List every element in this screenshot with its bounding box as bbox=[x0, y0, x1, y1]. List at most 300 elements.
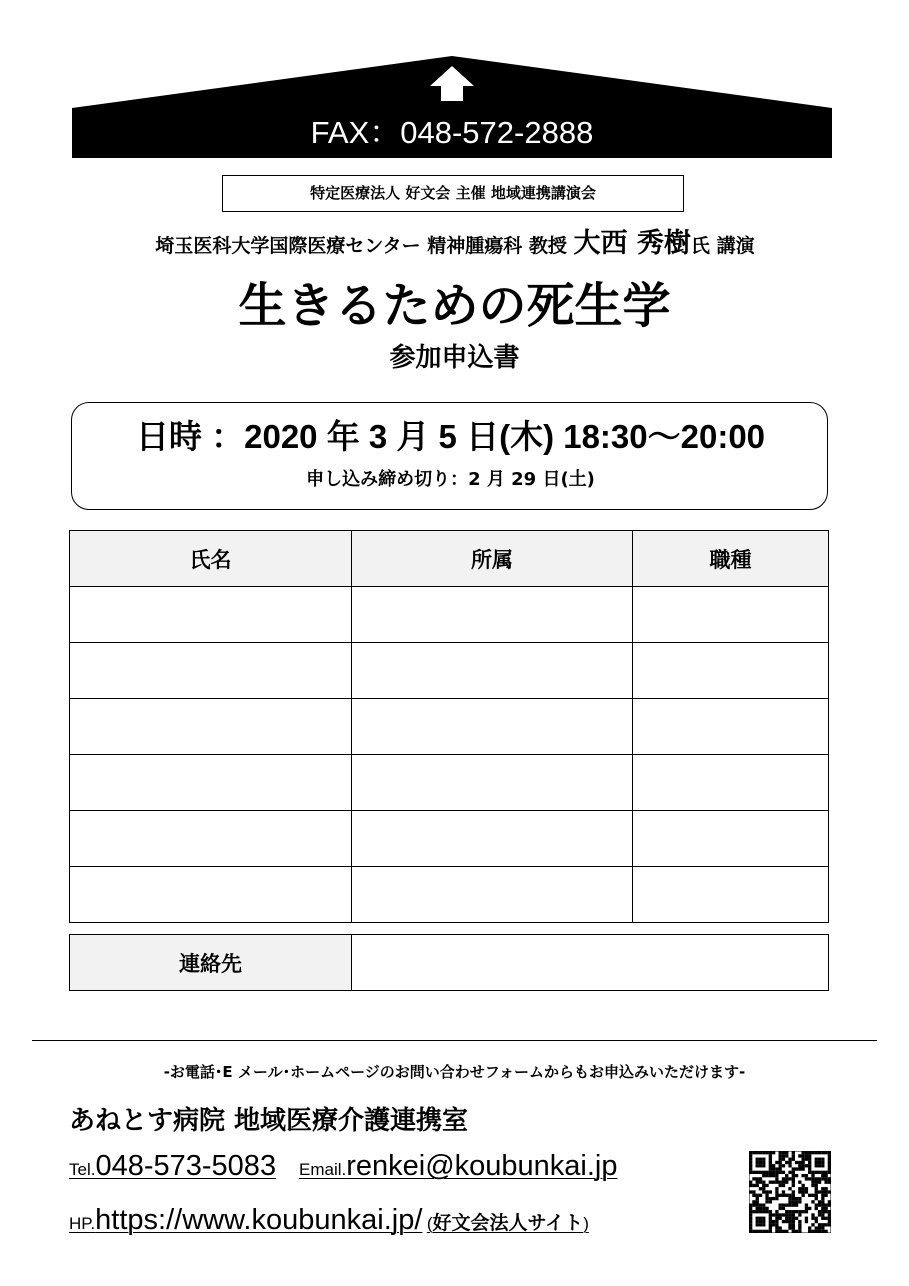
qr-module bbox=[805, 1203, 808, 1206]
qr-module bbox=[749, 1223, 752, 1226]
qr-module bbox=[762, 1223, 765, 1226]
qr-module bbox=[779, 1151, 782, 1154]
qr-module bbox=[811, 1213, 814, 1216]
table-row bbox=[70, 867, 829, 923]
qr-module bbox=[818, 1226, 821, 1229]
qr-module bbox=[782, 1154, 785, 1157]
occupation-cell[interactable] bbox=[633, 755, 829, 811]
qr-module bbox=[788, 1161, 791, 1164]
qr-module bbox=[772, 1181, 775, 1184]
qr-module bbox=[792, 1177, 795, 1180]
qr-module bbox=[775, 1213, 778, 1216]
qr-module bbox=[779, 1164, 782, 1167]
qr-module bbox=[828, 1164, 831, 1167]
qr-module bbox=[756, 1151, 759, 1154]
qr-module bbox=[824, 1223, 827, 1226]
qr-module bbox=[765, 1151, 768, 1154]
occupation-cell[interactable] bbox=[633, 867, 829, 923]
qr-module bbox=[824, 1187, 827, 1190]
qr-module bbox=[815, 1158, 818, 1161]
qr-module bbox=[762, 1203, 765, 1206]
qr-module bbox=[792, 1203, 795, 1206]
qr-module bbox=[828, 1210, 831, 1213]
qr-module bbox=[762, 1217, 765, 1220]
qr-module bbox=[775, 1181, 778, 1184]
qr-module bbox=[779, 1181, 782, 1184]
qr-module bbox=[785, 1161, 788, 1164]
qr-module bbox=[815, 1151, 818, 1154]
qr-module bbox=[769, 1171, 772, 1174]
qr-module bbox=[749, 1158, 752, 1161]
qr-module bbox=[818, 1161, 821, 1164]
name-cell[interactable] bbox=[70, 755, 352, 811]
qr-module bbox=[792, 1197, 795, 1200]
qr-module bbox=[782, 1171, 785, 1174]
qr-module bbox=[759, 1181, 762, 1184]
qr-module bbox=[772, 1197, 775, 1200]
qr-module bbox=[752, 1200, 755, 1203]
qr-module bbox=[762, 1187, 765, 1190]
qr-module bbox=[782, 1207, 785, 1210]
qr-module bbox=[808, 1177, 811, 1180]
qr-module bbox=[795, 1203, 798, 1206]
qr-module bbox=[808, 1194, 811, 1197]
qr-module bbox=[795, 1161, 798, 1164]
qr-module bbox=[772, 1223, 775, 1226]
qr-module bbox=[785, 1181, 788, 1184]
qr-module bbox=[762, 1158, 765, 1161]
qr-module bbox=[782, 1230, 785, 1233]
affiliation-cell[interactable] bbox=[352, 699, 633, 755]
table-row bbox=[70, 643, 829, 699]
qr-module bbox=[769, 1164, 772, 1167]
qr-module bbox=[782, 1151, 785, 1154]
header-affiliation: 所属 bbox=[352, 531, 633, 587]
contact-label: 連絡先 bbox=[70, 935, 352, 991]
lecturer-affiliation: 埼玉医科大学国際医療センター 精神腫瘍科 教授 bbox=[155, 235, 567, 257]
qr-module bbox=[818, 1230, 821, 1233]
qr-module bbox=[749, 1217, 752, 1220]
qr-module bbox=[815, 1207, 818, 1210]
qr-module bbox=[792, 1217, 795, 1220]
qr-module bbox=[808, 1171, 811, 1174]
qr-module bbox=[769, 1190, 772, 1193]
table-row bbox=[70, 755, 829, 811]
qr-module bbox=[798, 1213, 801, 1216]
qr-module bbox=[821, 1174, 824, 1177]
qr-module bbox=[801, 1161, 804, 1164]
qr-module bbox=[759, 1164, 762, 1167]
qr-module bbox=[749, 1171, 752, 1174]
qr-module bbox=[756, 1230, 759, 1233]
qr-module bbox=[759, 1223, 762, 1226]
qr-module bbox=[775, 1161, 778, 1164]
qr-module bbox=[785, 1151, 788, 1154]
qr-module bbox=[798, 1190, 801, 1193]
qr-module bbox=[805, 1217, 808, 1220]
qr-module bbox=[782, 1164, 785, 1167]
qr-module bbox=[818, 1177, 821, 1180]
qr-module bbox=[798, 1226, 801, 1229]
qr-module bbox=[779, 1213, 782, 1216]
qr-module bbox=[815, 1177, 818, 1180]
qr-module bbox=[795, 1200, 798, 1203]
qr-module bbox=[821, 1164, 824, 1167]
qr-module bbox=[782, 1190, 785, 1193]
qr-module bbox=[788, 1223, 791, 1226]
host-banner: 特定医療法人 好文会 主催 地域連携講演会 bbox=[222, 175, 684, 212]
qr-module bbox=[788, 1226, 791, 1229]
qr-module bbox=[828, 1177, 831, 1180]
occupation-cell[interactable] bbox=[633, 643, 829, 699]
qr-module bbox=[824, 1207, 827, 1210]
qr-module bbox=[785, 1174, 788, 1177]
affiliation-cell[interactable] bbox=[352, 811, 633, 867]
qr-module bbox=[752, 1151, 755, 1154]
qr-module bbox=[779, 1230, 782, 1233]
qr-module bbox=[821, 1177, 824, 1180]
qr-module bbox=[792, 1167, 795, 1170]
qr-module bbox=[815, 1164, 818, 1167]
qr-module bbox=[811, 1230, 814, 1233]
qr-module bbox=[779, 1217, 782, 1220]
qr-module bbox=[811, 1223, 814, 1226]
qr-module bbox=[815, 1197, 818, 1200]
qr-module bbox=[801, 1210, 804, 1213]
qr-module bbox=[749, 1203, 752, 1206]
qr-module bbox=[792, 1220, 795, 1223]
qr-module bbox=[821, 1151, 824, 1154]
qr-module bbox=[779, 1207, 782, 1210]
qr-module bbox=[815, 1190, 818, 1193]
qr-module bbox=[785, 1177, 788, 1180]
qr-module bbox=[769, 1217, 772, 1220]
qr-module bbox=[821, 1194, 824, 1197]
qr-module bbox=[828, 1181, 831, 1184]
qr-module bbox=[785, 1217, 788, 1220]
qr-module bbox=[828, 1154, 831, 1157]
qr-module bbox=[775, 1197, 778, 1200]
table-row bbox=[70, 587, 829, 643]
qr-module bbox=[769, 1210, 772, 1213]
qr-module bbox=[759, 1158, 762, 1161]
qr-module bbox=[815, 1203, 818, 1206]
contact-row bbox=[70, 935, 829, 991]
name-cell[interactable] bbox=[70, 867, 352, 923]
qr-module bbox=[756, 1164, 759, 1167]
qr-module bbox=[805, 1174, 808, 1177]
occupation-cell[interactable] bbox=[633, 699, 829, 755]
qr-module bbox=[759, 1151, 762, 1154]
qr-module bbox=[769, 1151, 772, 1154]
qr-module bbox=[818, 1203, 821, 1206]
qr-module bbox=[828, 1190, 831, 1193]
qr-module bbox=[759, 1207, 762, 1210]
qr-module bbox=[801, 1190, 804, 1193]
qr-module bbox=[811, 1194, 814, 1197]
table-row bbox=[70, 699, 829, 755]
qr-module bbox=[749, 1184, 752, 1187]
qr-module bbox=[769, 1213, 772, 1216]
name-cell[interactable] bbox=[70, 587, 352, 643]
qr-module bbox=[769, 1197, 772, 1200]
qr-module bbox=[769, 1167, 772, 1170]
qr-module bbox=[821, 1213, 824, 1216]
qr-module bbox=[805, 1220, 808, 1223]
qr-module bbox=[815, 1184, 818, 1187]
qr-module bbox=[782, 1220, 785, 1223]
qr-module bbox=[779, 1158, 782, 1161]
qr-module bbox=[798, 1210, 801, 1213]
qr-module bbox=[824, 1203, 827, 1206]
qr-module bbox=[824, 1210, 827, 1213]
qr-module bbox=[821, 1200, 824, 1203]
qr-module bbox=[749, 1167, 752, 1170]
qr-module bbox=[821, 1203, 824, 1206]
qr-module bbox=[788, 1200, 791, 1203]
qr-module bbox=[756, 1200, 759, 1203]
qr-module bbox=[795, 1167, 798, 1170]
qr-module bbox=[762, 1164, 765, 1167]
qr-module bbox=[769, 1161, 772, 1164]
affiliation-cell[interactable] bbox=[352, 867, 633, 923]
qr-module bbox=[815, 1161, 818, 1164]
qr-module bbox=[752, 1230, 755, 1233]
qr-module bbox=[792, 1210, 795, 1213]
qr-module bbox=[808, 1164, 811, 1167]
qr-module bbox=[828, 1220, 831, 1223]
qr-module bbox=[775, 1223, 778, 1226]
qr-module bbox=[805, 1164, 808, 1167]
qr-module bbox=[824, 1190, 827, 1193]
qr-module bbox=[801, 1151, 804, 1154]
qr-module bbox=[775, 1167, 778, 1170]
qr-module bbox=[769, 1200, 772, 1203]
qr-module bbox=[824, 1230, 827, 1233]
qr-module bbox=[782, 1194, 785, 1197]
qr-module bbox=[805, 1158, 808, 1161]
qr-module bbox=[775, 1177, 778, 1180]
qr-module bbox=[782, 1203, 785, 1206]
qr-module bbox=[765, 1230, 768, 1233]
qr-module bbox=[821, 1190, 824, 1193]
qr-module bbox=[782, 1181, 785, 1184]
qr-module bbox=[821, 1187, 824, 1190]
qr-module bbox=[779, 1161, 782, 1164]
header-occupation: 職種 bbox=[633, 531, 829, 587]
qr-module bbox=[782, 1177, 785, 1180]
qr-module bbox=[756, 1207, 759, 1210]
header-name: 氏名 bbox=[70, 531, 352, 587]
qr-module bbox=[811, 1151, 814, 1154]
qr-module bbox=[821, 1230, 824, 1233]
qr-module bbox=[808, 1154, 811, 1157]
qr-code-icon[interactable] bbox=[749, 1151, 831, 1233]
qr-module bbox=[798, 1161, 801, 1164]
qr-module bbox=[756, 1210, 759, 1213]
qr-module bbox=[752, 1171, 755, 1174]
application-note: -お電話･E メール･ホームページのお問い合わせフォームからもお申込みいただけます- bbox=[163, 1063, 746, 1081]
table-row bbox=[70, 811, 829, 867]
qr-module bbox=[759, 1220, 762, 1223]
qr-module bbox=[818, 1164, 821, 1167]
homepage-link[interactable]: HP.https://www.koubunkai.jp/ bbox=[69, 1204, 423, 1236]
qr-module bbox=[779, 1203, 782, 1206]
qr-module bbox=[792, 1200, 795, 1203]
qr-module bbox=[792, 1230, 795, 1233]
divider bbox=[32, 1040, 877, 1041]
qr-module bbox=[756, 1171, 759, 1174]
qr-module bbox=[828, 1167, 831, 1170]
qr-module bbox=[821, 1161, 824, 1164]
fax-number: FAX：048-572-2888 bbox=[310, 115, 594, 150]
qr-module bbox=[775, 1174, 778, 1177]
qr-module bbox=[815, 1230, 818, 1233]
qr-module bbox=[811, 1177, 814, 1180]
qr-module bbox=[792, 1223, 795, 1226]
page-subtitle: 参加申込書 bbox=[389, 343, 520, 373]
qr-module bbox=[824, 1151, 827, 1154]
qr-module bbox=[752, 1177, 755, 1180]
qr-module bbox=[782, 1213, 785, 1216]
qr-module bbox=[788, 1210, 791, 1213]
qr-module bbox=[811, 1174, 814, 1177]
qr-module bbox=[788, 1197, 791, 1200]
qr-module bbox=[785, 1210, 788, 1213]
qr-module bbox=[759, 1177, 762, 1180]
qr-module bbox=[815, 1171, 818, 1174]
table-header-row bbox=[70, 531, 829, 587]
qr-module bbox=[818, 1223, 821, 1226]
qr-module bbox=[805, 1177, 808, 1180]
qr-module bbox=[828, 1200, 831, 1203]
qr-module bbox=[805, 1207, 808, 1210]
affiliation-cell[interactable] bbox=[352, 587, 633, 643]
site-note: (好文会法人サイト) bbox=[426, 1212, 589, 1234]
qr-module bbox=[828, 1217, 831, 1220]
qr-module bbox=[762, 1174, 765, 1177]
qr-module bbox=[824, 1171, 827, 1174]
qr-module bbox=[818, 1200, 821, 1203]
qr-module bbox=[749, 1151, 752, 1154]
qr-module bbox=[775, 1220, 778, 1223]
qr-module bbox=[824, 1217, 827, 1220]
qr-module bbox=[801, 1194, 804, 1197]
tel-link[interactable]: Tel.048-573-5083 bbox=[69, 1150, 277, 1182]
qr-module bbox=[759, 1230, 762, 1233]
qr-module bbox=[801, 1164, 804, 1167]
qr-module bbox=[795, 1230, 798, 1233]
qr-module bbox=[749, 1220, 752, 1223]
contact-line-1 bbox=[69, 1146, 618, 1191]
qr-module bbox=[762, 1161, 765, 1164]
qr-module bbox=[824, 1174, 827, 1177]
qr-module bbox=[762, 1151, 765, 1154]
qr-module bbox=[769, 1154, 772, 1157]
qr-module bbox=[788, 1217, 791, 1220]
contact-table bbox=[69, 934, 829, 991]
qr-module bbox=[752, 1184, 755, 1187]
qr-module bbox=[792, 1171, 795, 1174]
qr-module bbox=[769, 1226, 772, 1229]
email-link[interactable]: Email.renkei@koubunkai.jp bbox=[298, 1150, 618, 1182]
contact-cell[interactable] bbox=[352, 935, 829, 991]
qr-module bbox=[762, 1210, 765, 1213]
qr-module bbox=[811, 1184, 814, 1187]
qr-module bbox=[792, 1181, 795, 1184]
qr-module bbox=[765, 1207, 768, 1210]
qr-module bbox=[749, 1226, 752, 1229]
occupation-cell[interactable] bbox=[633, 811, 829, 867]
qr-module bbox=[828, 1161, 831, 1164]
qr-module bbox=[801, 1167, 804, 1170]
qr-module bbox=[749, 1161, 752, 1164]
qr-module bbox=[779, 1194, 782, 1197]
qr-module bbox=[785, 1220, 788, 1223]
qr-module bbox=[775, 1217, 778, 1220]
qr-module bbox=[821, 1207, 824, 1210]
qr-module bbox=[779, 1226, 782, 1229]
qr-module bbox=[756, 1181, 759, 1184]
qr-module bbox=[788, 1213, 791, 1216]
qr-module bbox=[798, 1167, 801, 1170]
qr-module bbox=[815, 1220, 818, 1223]
qr-module bbox=[801, 1174, 804, 1177]
qr-module bbox=[828, 1171, 831, 1174]
qr-module bbox=[808, 1230, 811, 1233]
qr-module bbox=[808, 1207, 811, 1210]
qr-module bbox=[785, 1203, 788, 1206]
name-cell[interactable] bbox=[70, 699, 352, 755]
qr-module bbox=[792, 1194, 795, 1197]
qr-module bbox=[765, 1200, 768, 1203]
qr-module bbox=[788, 1171, 791, 1174]
qr-module bbox=[765, 1197, 768, 1200]
qr-module bbox=[762, 1220, 765, 1223]
qr-module bbox=[775, 1210, 778, 1213]
qr-module bbox=[795, 1197, 798, 1200]
qr-module bbox=[756, 1197, 759, 1200]
occupation-cell[interactable] bbox=[633, 587, 829, 643]
qr-module bbox=[772, 1164, 775, 1167]
qr-module bbox=[795, 1210, 798, 1213]
qr-module bbox=[798, 1197, 801, 1200]
qr-module bbox=[801, 1184, 804, 1187]
qr-module bbox=[824, 1181, 827, 1184]
qr-module bbox=[765, 1171, 768, 1174]
lecturer-honorific: 氏 bbox=[690, 235, 710, 257]
qr-module bbox=[749, 1164, 752, 1167]
organization-name: あねとす病院 地域医療介護連携室 bbox=[69, 1106, 469, 1136]
affiliation-cell[interactable] bbox=[352, 643, 633, 699]
qr-module bbox=[769, 1220, 772, 1223]
qr-module bbox=[756, 1161, 759, 1164]
name-cell[interactable] bbox=[70, 811, 352, 867]
qr-module bbox=[815, 1194, 818, 1197]
qr-module bbox=[788, 1203, 791, 1206]
qr-module bbox=[811, 1181, 814, 1184]
qr-module bbox=[792, 1174, 795, 1177]
affiliation-cell[interactable] bbox=[352, 755, 633, 811]
qr-module bbox=[749, 1154, 752, 1157]
application-table bbox=[69, 530, 829, 923]
qr-module bbox=[828, 1203, 831, 1206]
name-cell[interactable] bbox=[70, 643, 352, 699]
qr-module bbox=[818, 1210, 821, 1213]
qr-module bbox=[762, 1181, 765, 1184]
qr-module bbox=[795, 1174, 798, 1177]
qr-module bbox=[815, 1217, 818, 1220]
